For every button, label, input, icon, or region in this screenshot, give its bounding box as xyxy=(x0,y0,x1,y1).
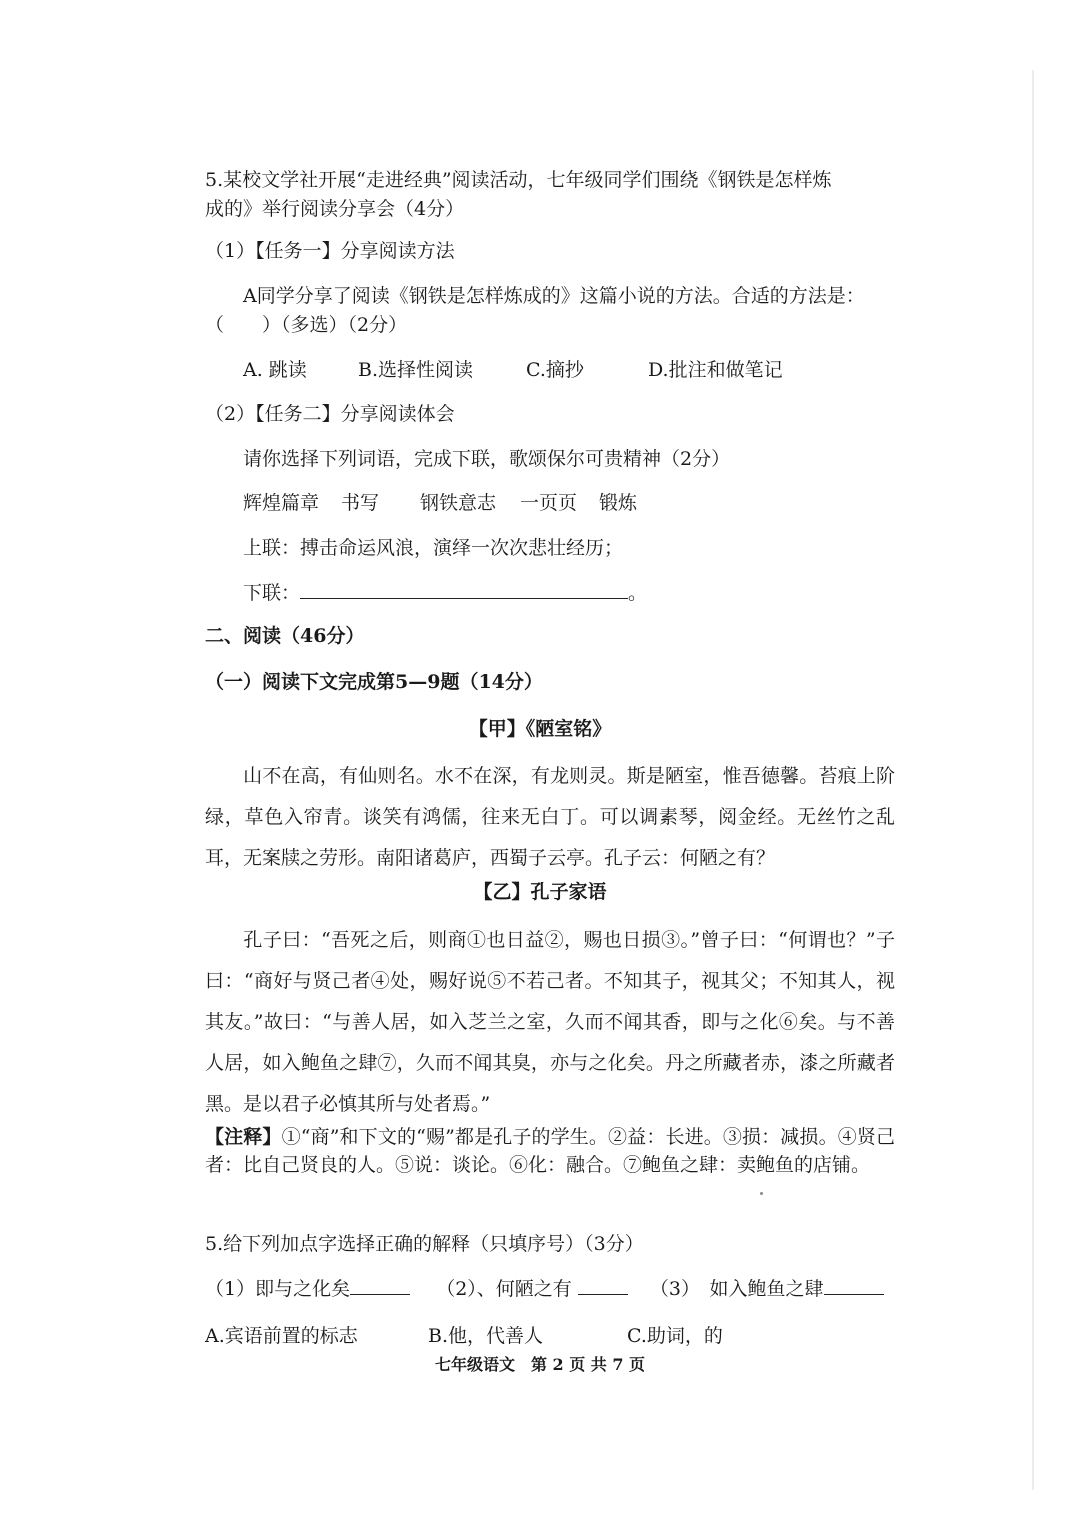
option-b: B.选择性阅读 xyxy=(358,359,474,381)
lower-couplet xyxy=(243,578,647,607)
jia-text: 山不在高，有仙则名。水不在深，有龙则灵。斯是陋室，惟吾德馨。苔痕上阶绿，草色入帘青。谈笑有鸿儒，往来无白丁。可以调素琴，阅金经。无丝竹之乱耳，无案牍之劳形。南阳诸葛庐，西蜀子云亭。孔子云：何陋之有？ xyxy=(205,765,895,869)
task1-title: （1）【任务一】分享阅读方法 xyxy=(205,240,455,262)
q5b-title: 5.给下列加点字选择正确的解释（只填序号）（3分） xyxy=(205,1233,644,1255)
choice-a: A.宾语前置的标志 xyxy=(205,1325,358,1347)
notes-text: ①“商”和下文的“赐”都是孔子的学生。②益：长进。③损：减损。④贤己者：比自己贤良的人。⑤说：谈论。⑥化：融合。⑦鲍鱼之肆：卖鲍鱼的店铺。 xyxy=(205,1126,895,1176)
scan-edge xyxy=(1032,70,1034,1490)
yi-title: 【乙】孔子家语 xyxy=(473,881,607,903)
lower-end: 。 xyxy=(628,582,648,604)
lower-couplet-blank[interactable] xyxy=(300,578,628,599)
option-d: D.批注和做笔记 xyxy=(648,359,783,381)
word-1: 辉煌篇章 xyxy=(243,492,320,514)
task1-prompt: A同学分享了阅读《钢铁是怎样炼成的》这篇小说的方法。合适的方法是： xyxy=(243,285,865,307)
section2-sub: （一）阅读下文完成第5—9题（14分） xyxy=(205,671,543,693)
lower-label: 下联： xyxy=(243,582,301,604)
q5b-items xyxy=(205,1274,884,1303)
q5b-item2: （2）、何陋之有 xyxy=(436,1278,572,1300)
choice-b: B.他，代善人 xyxy=(428,1325,544,1347)
q5b-item3-blank[interactable] xyxy=(824,1274,884,1295)
notes-label: 【注释】 xyxy=(205,1126,282,1148)
q5b-item1: （1）即与之化矣 xyxy=(205,1278,351,1300)
scan-speck xyxy=(760,1192,763,1195)
q5b-item2-blank[interactable] xyxy=(578,1274,628,1295)
task1-paren: （ ）（多选）（2分） xyxy=(205,314,408,336)
word-5: 锻炼 xyxy=(599,492,638,514)
q5-line1: 5.某校文学社开展“走进经典”阅读活动，七年级同学们围绕《钢铁是怎样炼 xyxy=(205,169,832,191)
word-2: 书写 xyxy=(341,492,380,514)
task2-title: （2）【任务二】分享阅读体会 xyxy=(205,403,455,425)
yi-text: 孔子曰：“吾死之后，则商①也日益②，赐也日损③。”曾子曰：“何谓也？”子曰：“商好与贤己者④处，赐好说⑤不若己者。不知其子，视其父；不知其人，视其友。”故曰：“与善人居，如入芝兰之室，久而不闻其香，即与之化⑥矣。与不善人居，如入鲍鱼之肆⑦，久而不闻其臭，亦与之化矣。丹之所藏者赤，漆之所藏者黑。是以君子必慎其所与处者焉。” xyxy=(205,929,895,1115)
task2-prompt: 请你选择下列词语，完成下联，歌颂保尔可贵精神（2分） xyxy=(243,448,731,470)
option-a: A. 跳读 xyxy=(243,359,307,381)
section2-title: 二、阅读（46分） xyxy=(205,625,365,647)
upper-couplet: 上联：搏击命运风浪，演绎一次次悲壮经历； xyxy=(243,537,624,559)
q5-line2: 成的》举行阅读分享会（4分） xyxy=(205,198,465,220)
word-3: 钢铁意志 xyxy=(420,492,497,514)
q5b-item1-blank[interactable] xyxy=(350,1274,410,1295)
jia-title: 【甲】《陋室铭》 xyxy=(468,718,612,740)
word-4: 一页页 xyxy=(520,492,578,514)
notes xyxy=(205,1123,895,1179)
page-footer: 七年级语文 第 2 页 共 7 页 xyxy=(434,1355,646,1374)
q5b-item3: （3） 如入鲍鱼之肆 xyxy=(649,1278,824,1300)
option-c: C.摘抄 xyxy=(526,359,584,381)
choice-c: C.助词，的 xyxy=(627,1325,723,1347)
